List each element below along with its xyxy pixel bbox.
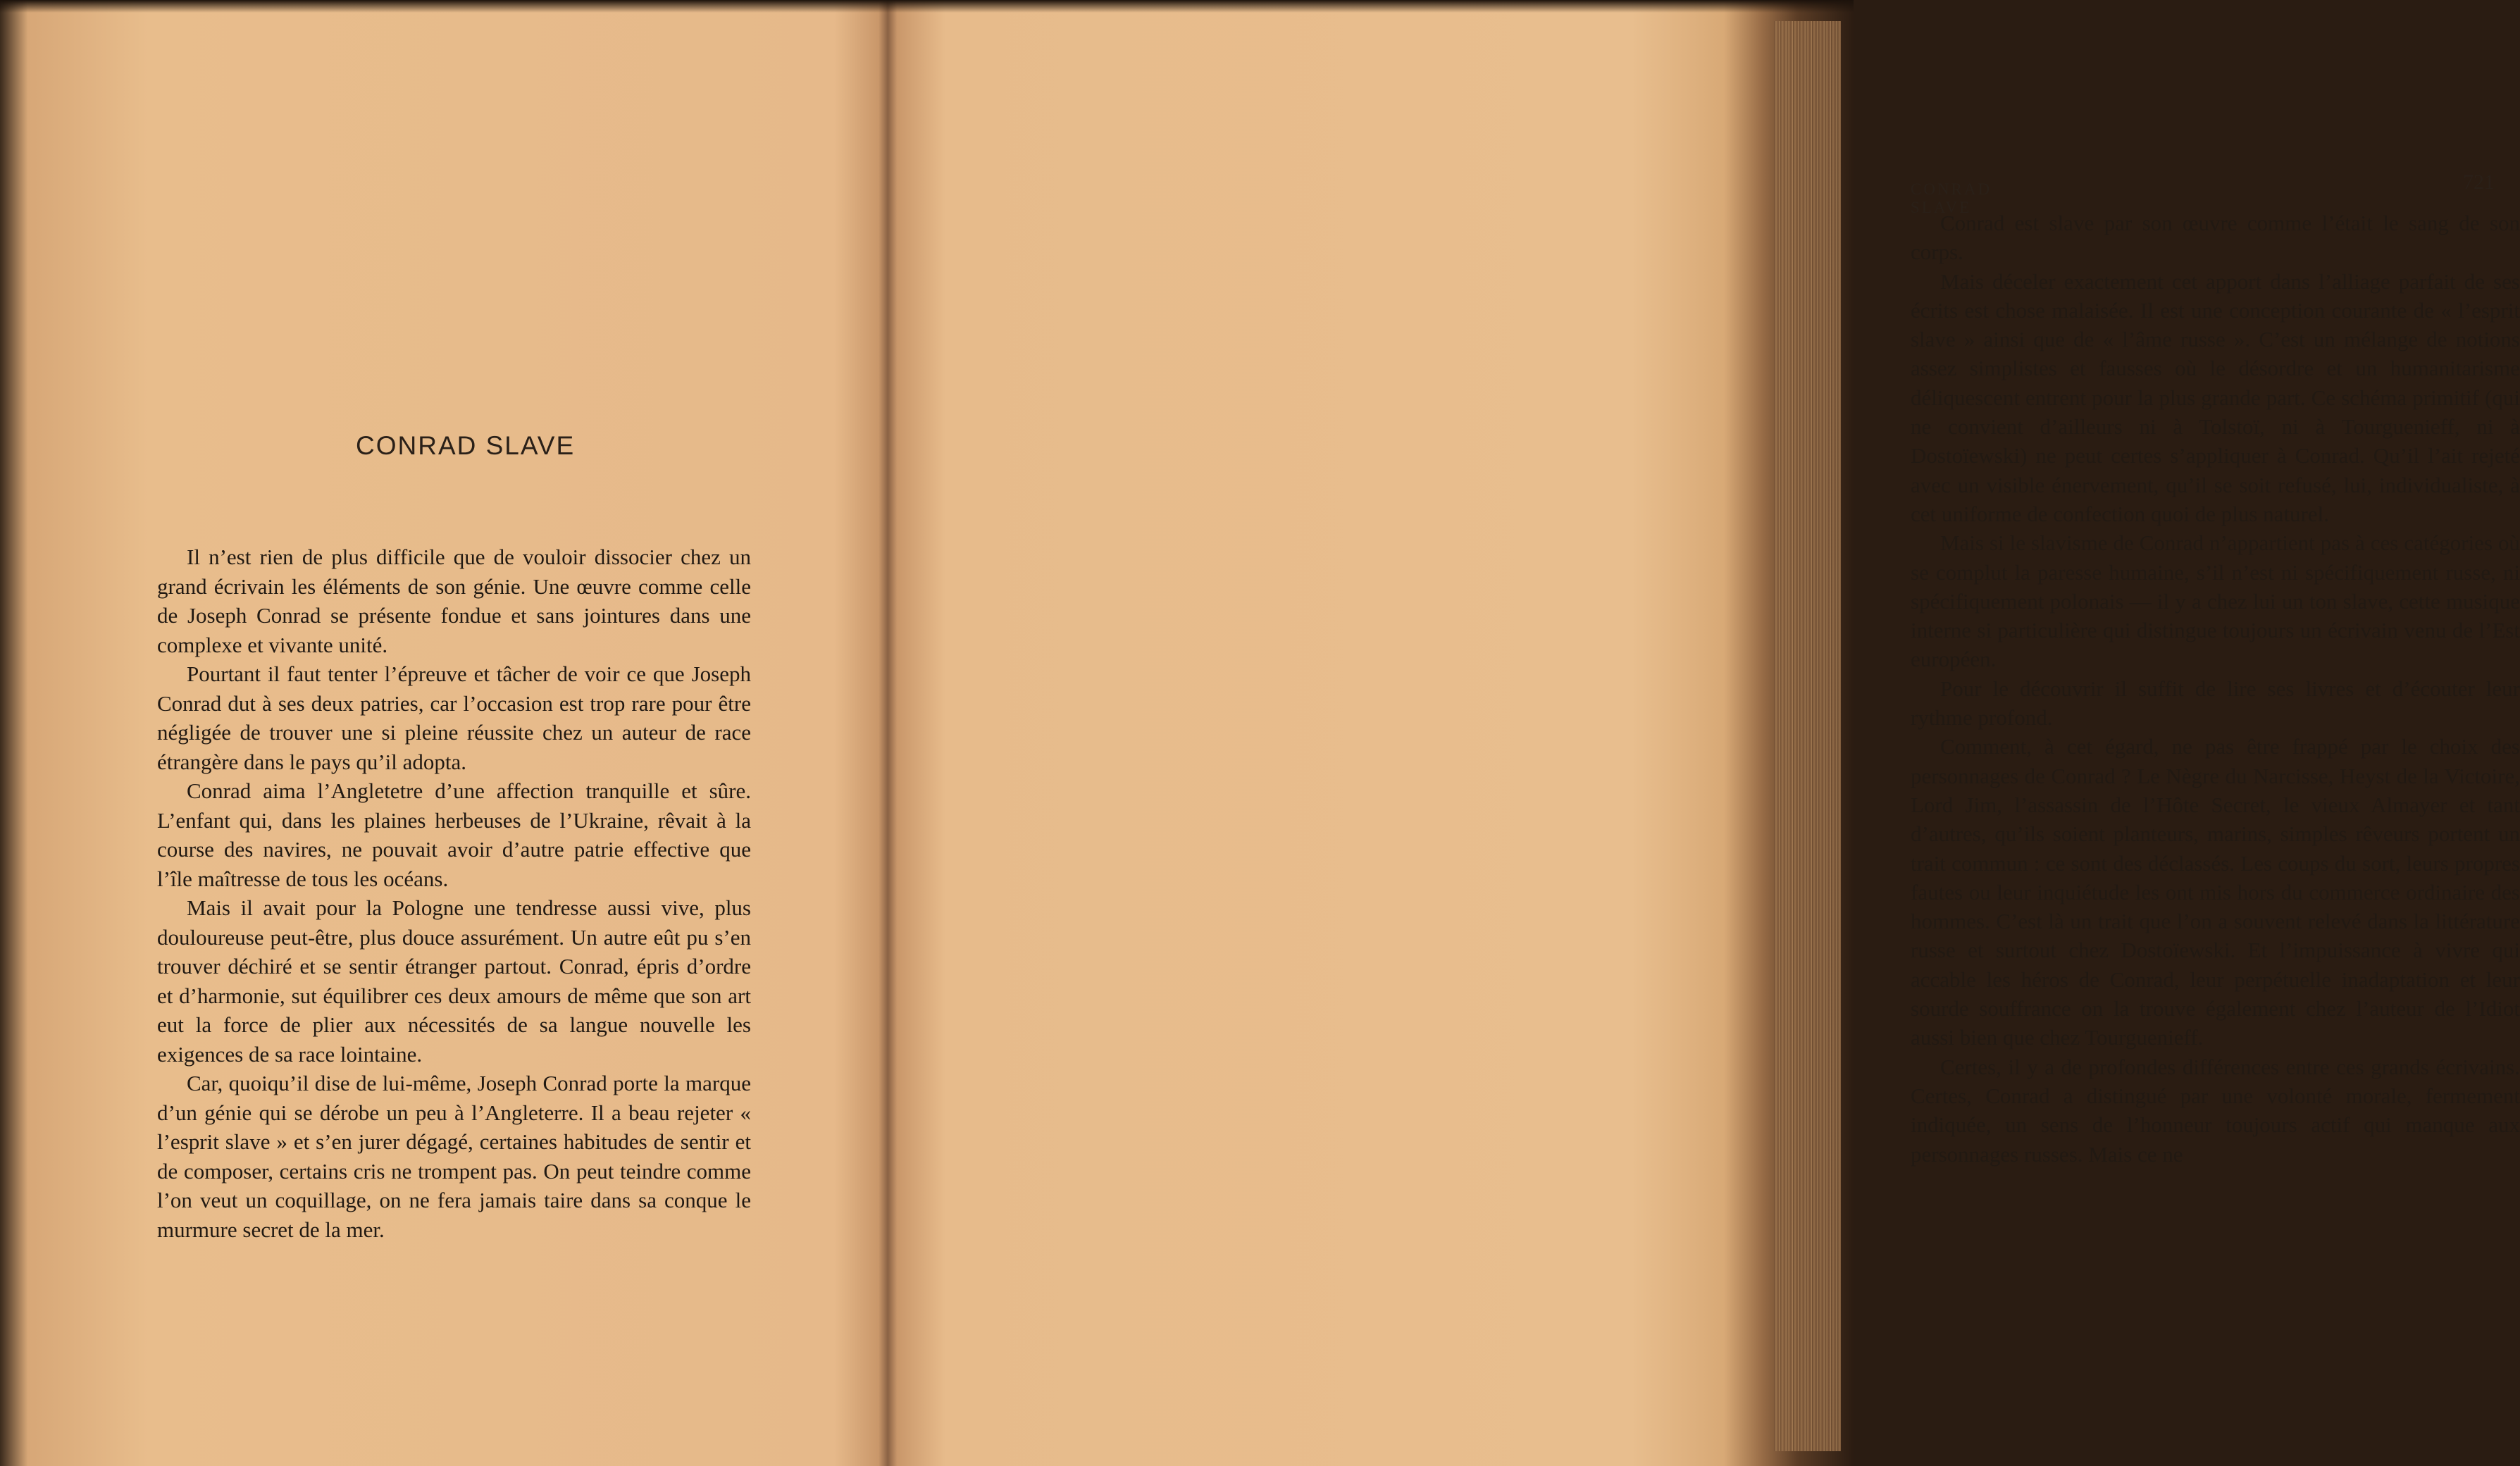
left-page bbox=[0, 0, 884, 1466]
right-page bbox=[891, 0, 2520, 1466]
paragraph: Comment, à cet égard, ne pas être frappé par le choix des personnages de Conrad ? Le Nègre du Narcisse, Heyst de la Victoire, Lord Jim, l’assassin de l’Hôte Secret, le vieux Almayer et tant d’autres, qu’ils soient planteurs, marins, simples rêveurs portent un trait commun : ce sont des déclassés. Les coups du sort, leurs propres fautes ou leur inquiétude les ont mis hors du commerce ordinaire des hommes. C’est là un trait que l’on a souvent relevé dans la littérature russe et surtout chez Dostoïewski. Et l’impuissance à vivre qui accable les héros de Conrad, leur perpétuelle inadaptation et leur sourde souffrance on la trouve également chez l’auteur de l’Idiot aussi bien que chez Tourguenieff. bbox=[1911, 734, 2520, 1050]
chapter-title: CONRAD SLAVE bbox=[356, 431, 576, 460]
paragraph: Il n’est rien de plus difficile que de vouloir dissocier chez un grand écrivain les éléments de son génie. Une œuvre comme celle de Joseph Conrad se présente fondue et sans jointures dans une complexe et vivante unité. bbox=[157, 545, 751, 657]
paragraph: Conrad aima l’Angletetre d’une affection tranquille et sûre. L’enfant qui, dans les plaines herbeuses de l’Ukraine, rêvait à la course des navires, ne pouvait avoir d’autre patrie effective que l’île maîtresse de tous les océans. bbox=[157, 778, 751, 891]
paragraph: Mais il avait pour la Pologne une tendresse aussi vive, plus douloureuse peut-être, plus douce assurément. Un autre eût pu s’en trouver déchiré et se sentir étranger partout. Conrad, épris d’ordre et d’harmonie, sut équilibrer ces deux amours de même que son art eut la force de plier aux nécessités de sa langue nouvelle les exigences de sa race lointaine. bbox=[157, 895, 751, 1067]
running-head: CONRAD SLAVE bbox=[1911, 180, 1992, 216]
paragraph: Pourtant il faut tenter l’épreuve et tâcher de voir ce que Joseph Conrad dut à ses deux patries, car l’occasion est trop rare pour être négligée de trouver une si pleine réussite chez un auteur de race étrangère dans le pays qu’il adopta. bbox=[157, 661, 751, 774]
paragraph: Conrad est slave par son œuvre comme l’était le sang de son corps. bbox=[1911, 211, 2520, 265]
paragraph: Car, quoiqu’il dise de lui-même, Joseph Conrad porte la marque d’un génie qui se dérobe un peu à l’Angleterre. Il a beau rejeter « l’esprit slave » et s’en jurer dégagé, certaines habitudes de sentir et de composer, certains cris ne trompent pas. On peut teindre comme l’on veut un coquillage, on ne fera jamais taire dans sa conque le murmure secret de la mer. bbox=[157, 1071, 751, 1242]
paragraph: Certes, il y a de profondes différences entre ces grands écrivains. Certes, Conrad a distingué par une volonté morale, fermement indiquée, un sens de l’honneur toujours actif qui manque aux personnages russes. Mais ce ne bbox=[1911, 1054, 2520, 1167]
page-number: 721 bbox=[2463, 170, 2495, 194]
paragraph: Pour le découvrir il suffit de lire ses livres et d’écouter leur rythme profond. bbox=[1911, 676, 2520, 731]
right-text-block bbox=[1911, 209, 2520, 1169]
paragraph: Mais déceler exactement cet apport dans l’alliage parfait de ses écrits est chose malaisée. Il est une conception courante de « l’esprit slave » ainsi que de « l’âme russe ». C’est un mélange de notions assez simplistes et fausses où le désordre et un humanitarisme déliquescent entrent pour la plus grande part. Ce schéma primitif (qui ne convient d’ailleurs ni à Tolstoï, ni à Tourguenieff, ni à Dostoïewski) ne peut certes s’appliquer à Conrad. Qu’il l’ait rejeté avec un visible énervement, qu’il se soit refusé, lui, individualiste, à cet uniforme de confection quoi de plus naturel. bbox=[1911, 268, 2520, 526]
paragraph: Mais si le slavisme de Conrad n’appartient pas à ces catégories où se complut la paresse humaine, s’il n’est ni spécifiquement russe, ni spécifiquement polonais — il y a chez lui un ton slave, cette musique interne si particulière qui distingue toujours un écrivain venu de l’Est européen. bbox=[1911, 530, 2520, 672]
left-text-block bbox=[157, 542, 751, 1244]
page-edges bbox=[1774, 21, 1841, 1451]
